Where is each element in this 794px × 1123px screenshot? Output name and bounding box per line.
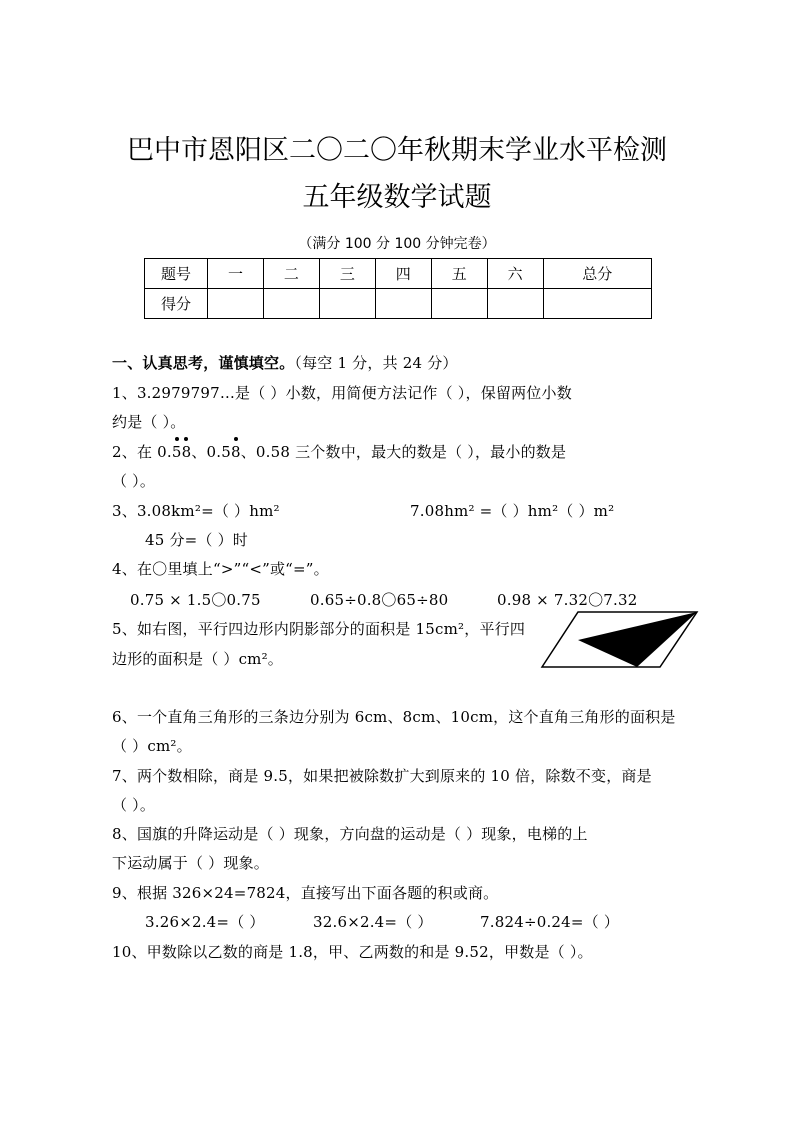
question-2-line2: （ ）。 xyxy=(112,472,156,490)
score-cell xyxy=(208,289,264,319)
score-header-cell: 题号 xyxy=(145,259,208,289)
score-row-label: 得分 xyxy=(145,289,208,319)
score-header-cell: 一 xyxy=(208,259,264,289)
score-cell xyxy=(375,289,431,319)
question-6-line1: 6、一个直角三角形的三条边分别为 6cm、8cm、10cm，这个直角三角形的面积是 xyxy=(112,708,676,726)
repeat-dot xyxy=(184,437,188,441)
score-header-cell: 六 xyxy=(487,259,543,289)
q2-digit: 8 xyxy=(181,443,192,461)
score-header-cell: 二 xyxy=(263,259,319,289)
question-7-line2: （ ）。 xyxy=(112,796,156,814)
score-table xyxy=(144,258,652,319)
score-header-cell: 三 xyxy=(319,259,375,289)
question-7-line1: 7、两个数相除，商是 9.5，如果把被除数扩大到原来的 10 倍，除数不变，商是 xyxy=(112,767,652,785)
score-cell xyxy=(431,289,487,319)
q2-repeating-digit xyxy=(182,443,192,461)
q2-repeating-digit xyxy=(172,443,182,461)
q2-rest: 、0.58 三个数中，最大的数是（ ），最小的数是 xyxy=(240,443,567,461)
score-table-header-row xyxy=(145,259,652,289)
score-cell xyxy=(263,289,319,319)
question-10-line1: 10、甲数除以乙数的商是 1.8，甲、乙两数的和是 9.52，甲数是（ ）。 xyxy=(112,943,593,961)
score-header-cell: 四 xyxy=(375,259,431,289)
q2-digit: 5 xyxy=(171,443,182,461)
parallelogram-figure xyxy=(540,610,700,670)
question-3-part2: 7.08hm² =（ ）hm²（ ）m² xyxy=(410,502,615,520)
question-3-part1: 3、3.08km²=（ ）hm² xyxy=(112,502,280,520)
question-1-line2: 约是（ ）。 xyxy=(112,413,186,431)
q2-digit: 8 xyxy=(230,443,241,461)
question-9-expr2: 32.6×2.4=（ ） xyxy=(313,913,433,931)
q2-repeating-digit xyxy=(231,443,241,461)
question-9-expr1: 3.26×2.4=（ ） xyxy=(145,913,265,931)
question-6-line2: （ ）cm²。 xyxy=(112,737,192,755)
question-1-line1: 1、3.2979797…是（ ）小数，用简便方法记作（ ），保留两位小数 xyxy=(112,384,572,402)
section-heading-note: （每空 1 分，共 24 分） xyxy=(294,354,458,372)
question-4-expr3: 0.98 × 7.32〇7.32 xyxy=(497,591,638,609)
question-5-line1: 5、如右图，平行四边形内阴影部分的面积是 15cm²，平行四 xyxy=(112,620,526,638)
exam-subtitle: 五年级数学试题 xyxy=(302,182,492,213)
score-header-cell: 总分 xyxy=(543,259,651,289)
question-4-line1: 4、在〇里填上“>”“<”或“=”。 xyxy=(112,560,329,578)
score-cell xyxy=(319,289,375,319)
score-cell xyxy=(543,289,651,319)
question-9-expr3: 7.824÷0.24=（ ） xyxy=(480,913,620,931)
question-9-line1: 9、根据 326×24=7824，直接写出下面各题的积或商。 xyxy=(112,884,499,902)
question-5-line2: 边形的面积是（ ）cm²。 xyxy=(112,650,284,668)
question-3-line2: 45 分=（ ）时 xyxy=(145,531,248,549)
question-4-expr1: 0.75 × 1.5〇0.75 xyxy=(130,591,261,609)
question-2-line1 xyxy=(112,441,566,462)
exam-note: （满分 100 分 100 分钟完卷） xyxy=(298,236,496,252)
section-heading xyxy=(112,352,458,373)
exam-title: 巴中市恩阳区二〇二〇年秋期末学业水平检测 xyxy=(127,135,667,166)
score-header-cell: 五 xyxy=(431,259,487,289)
score-cell xyxy=(487,289,543,319)
question-8-line2: 下运动属于（ ）现象。 xyxy=(112,854,269,872)
question-8-line1: 8、国旗的升降运动是（ ）现象，方向盘的运动是（ ）现象，电梯的上 xyxy=(112,825,588,843)
repeat-dot xyxy=(234,437,238,441)
score-table-score-row xyxy=(145,289,652,319)
section-heading-title: 一、认真思考，谨慎填空。 xyxy=(112,354,295,372)
question-4-expr2: 0.65÷0.8〇65÷80 xyxy=(310,591,449,609)
q2-mid: 、0.5 xyxy=(191,443,231,461)
repeat-dot xyxy=(175,437,179,441)
q2-prefix: 2、在 0. xyxy=(112,443,172,461)
